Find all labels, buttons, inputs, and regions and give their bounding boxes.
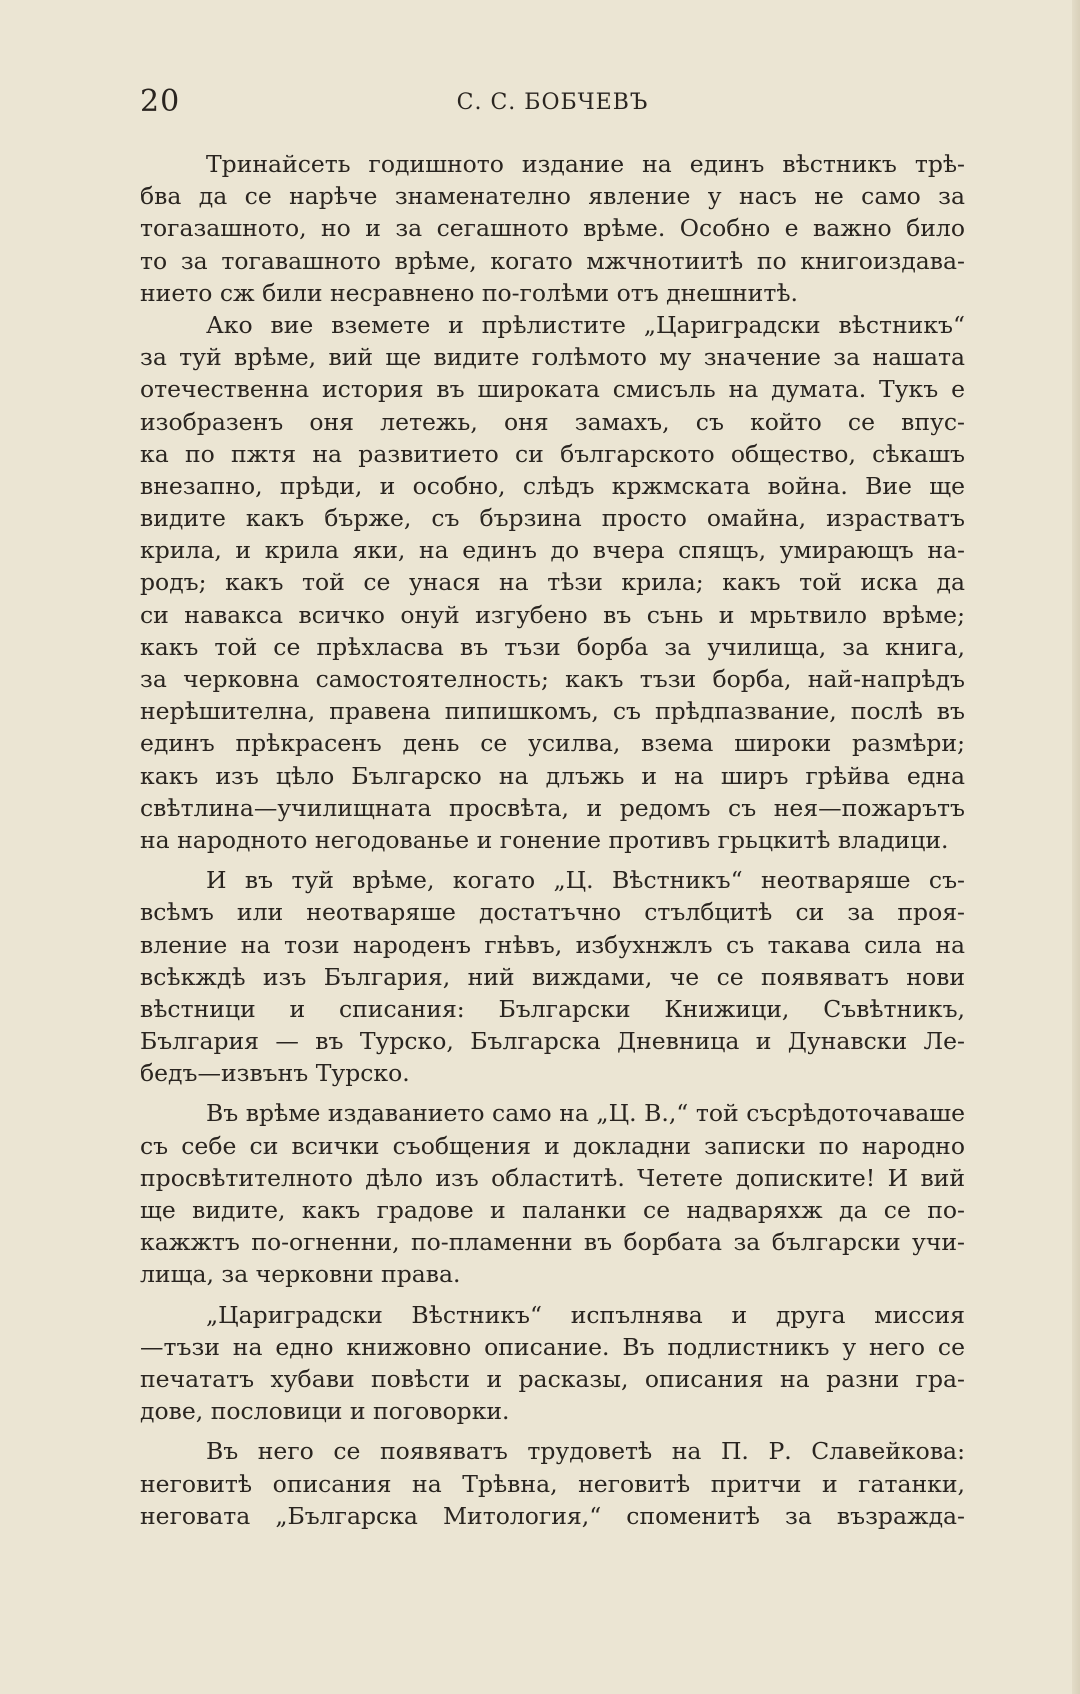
text-line: какъ изъ цѣло Българско на длъжь и на ширъ грѣйва една [140, 761, 965, 790]
text-line: тогазашното, но и за сегашното врѣме. Особно е важно било [140, 214, 965, 243]
text-line: —тъзи на едно книжовно описание. Въ подлистникъ у него се [140, 1332, 965, 1361]
text-line: то за тогавашното врѣме, когато мжчнотиитѣ по книгоиздава- [140, 246, 965, 275]
text-line: кажжтъ по-огненни, по-пламенни въ борбата за български учи- [140, 1228, 965, 1257]
text-line: внезапно, прѣди, и особно, слѣдъ кржмската война. Вие ще [140, 471, 965, 500]
text-line: Тринайсеть годишното издание на единъ вѣстникъ трѣ- [206, 150, 965, 178]
text-line: „Цариградски Вѣстникъ“ испълнява и друга миссия [206, 1300, 965, 1329]
text-line: вление на този народенъ гнѣвъ, избухнжлъ съ такава сила на [140, 930, 965, 959]
text-line: съ себе си всички съобщения и докладни записки по народно [140, 1131, 965, 1160]
text-line: просвѣтителното дѣло изъ областитѣ. Четете дописките! И вий [140, 1163, 965, 1192]
text-line: Ако вие вземете и прѣлистите „Цариградски вѣстникъ“ [206, 310, 965, 339]
text-line: всѣмъ или неотваряше достатъчно стълбцитѣ си за проя- [140, 898, 965, 927]
text-line: единъ прѣкрасенъ день се усилва, взема широки размѣри; [140, 729, 965, 758]
text-line: ка по пжтя на развитието си българското общество, сѣкашъ [140, 439, 965, 468]
text-line: родъ; какъ той се унася на тѣзи крила; какъ той иска да [140, 568, 965, 597]
text-line: Въ него се появяватъ трудоветѣ на П. Р. Славейкова: [206, 1437, 965, 1466]
text-line: вѣстници и списания: Български Книжици, Съвѣтникъ, [140, 994, 965, 1023]
page-number: 20 [140, 84, 181, 119]
running-head [140, 84, 965, 124]
text-line: крила, и крила яки, на единъ до вчера спящъ, умирающъ на- [140, 536, 965, 565]
text-line: Въ врѣме издаванието само на „Ц. В.,“ той съсрѣдоточаваше [206, 1099, 965, 1128]
text-line: видите какъ бърже, съ бързина просто омайна, израстватъ [140, 504, 965, 533]
text-line: бва да се нарѣче знаменателно явление у насъ не само за [140, 182, 965, 211]
text-line: ще видите, какъ градове и паланки се надваряхж да се по- [140, 1196, 965, 1224]
running-title: С. С. БОБЧЕВЪ [456, 90, 649, 115]
text-line: си навакса всичко онуй изгубено въ сънь и мрьтвило врѣме; [140, 600, 965, 629]
text-line: дове, пословици и поговорки. [140, 1397, 510, 1426]
text-line: отечественна история въ широката смисъль на думата. Тукъ е [140, 375, 965, 404]
text-line: за туй врѣме, вий ще видите голѣмото му значение за нашата [140, 343, 965, 372]
body-text [140, 148, 965, 1532]
text-line: неговитѣ описания на Трѣвна, неговитѣ притчи и гатанки, [140, 1469, 965, 1498]
text-line: И въ туй врѣме, когато „Ц. Вѣстникъ“ неотваряше съ- [206, 866, 965, 895]
text-line: какъ той се прѣхласва въ тъзи борба за училища, за книга, [140, 632, 965, 661]
text-line: неговата „Българска Митология,“ споменитѣ за възражда- [140, 1501, 965, 1530]
text-line: България — въ Турско, Българска Дневница и Дунавски Ле- [140, 1027, 965, 1056]
text-line: лища, за черковни права. [140, 1260, 461, 1289]
page-edge [1072, 0, 1080, 1694]
text-line: за черковна самостоятелность; какъ тъзи борба, най-напрѣдъ [140, 665, 965, 693]
text-line: нието сж били несравнено по-голѣми отъ днешнитѣ. [140, 278, 798, 307]
text-line: свѣтлина—училищната просвѣта, и редомъ съ нея—пожарътъ [140, 793, 965, 822]
text-line: изобразенъ оня летежь, оня замахъ, съ който се впус- [140, 407, 965, 436]
text-line: печататъ хубави повѣсти и расказы, описания на разни гра- [140, 1364, 965, 1393]
text-line: бедъ—извънъ Турско. [140, 1059, 410, 1088]
text-line: нерѣшителна, правена пипишкомъ, съ прѣдпазвание, послѣ въ [140, 697, 965, 726]
text-line: всѣкждѣ изъ България, ний виждами, че се появяватъ нови [140, 962, 965, 991]
text-line: на народното негодованье и гонение противъ грьцкитѣ владици. [140, 825, 949, 854]
